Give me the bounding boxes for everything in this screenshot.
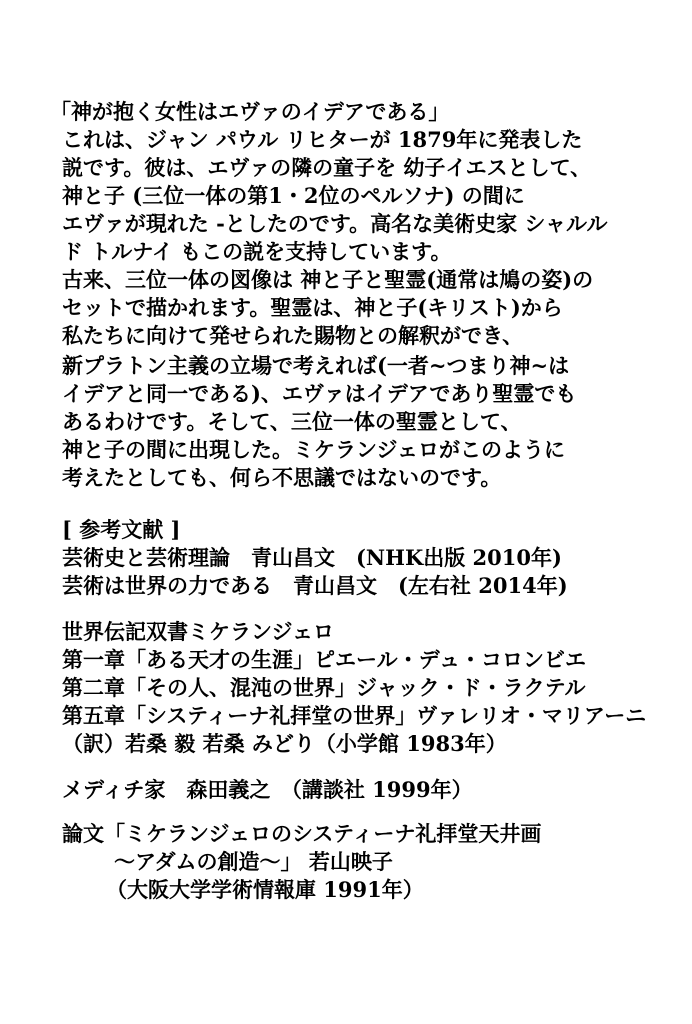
reference-line: 〜アダムの創造〜」 若山映子: [114, 849, 393, 874]
reference-line: メディチ家 森田義之 （講談社 1999年）: [62, 777, 473, 802]
body-line: 説です。彼は、エヴァの隣の童子を 幼子イエスとして、: [62, 155, 592, 180]
body-line: あるわけです。そして、三位一体の聖霊として、: [62, 409, 522, 434]
body-line: 考えたとしても、何ら不思議ではないのです。: [62, 465, 502, 490]
body-line: これは、ジャン パウル リヒターが 1879年に発表した: [62, 127, 583, 152]
quote-title: 「神が抱く女性はエヴァのイデアである」: [50, 99, 450, 124]
body-line: ド トルナイ もこの説を支持しています。: [62, 239, 452, 264]
reference-line: 第五章「システィーナ礼拝堂の世界」ヴァレリオ・マリアーニ: [62, 703, 647, 728]
body-line: 神と子 (三位一体の第1・2位のペルソナ) の間に: [62, 183, 525, 208]
reference-line: （大阪大学学術情報庫 1991年）: [106, 877, 424, 902]
reference-line: 論文「ミケランジェロのシスティーナ礼拝堂天井画: [62, 821, 542, 846]
body-line: イデアと同一である)、エヴァはイデアであり聖霊でも: [62, 381, 577, 406]
body-line: 新プラトン主義の立場で考えれば(一者~つまり神~は: [62, 353, 570, 378]
reference-line: 芸術は世界の力である 青山昌文 (左右社 2014年): [62, 573, 568, 598]
body-line: セットで描かれます。聖霊は、神と子(キリスト)から: [62, 295, 563, 320]
reference-line: 第二章「その人、混沌の世界」ジャック・ド・ラクテル: [62, 675, 586, 700]
references-heading: [ 参考文献 ]: [62, 517, 181, 542]
reference-line: （訳）若桑 毅 若桑 みどり（小学館 1983年）: [62, 731, 507, 756]
body-line: エヴァが現れた -としたのです。高名な美術史家 シャルル: [62, 211, 608, 236]
body-line: 私たちに向けて発せられた賜物との解釈ができ、: [62, 323, 524, 348]
body-line: 古来、三位一体の図像は 神と子と聖霊(通常は鳩の姿)の: [62, 267, 594, 292]
body-line: 神と子の間に出現した。ミケランジェロがこのように: [62, 437, 566, 462]
reference-line: 世界伝記双書ミケランジェロ: [62, 619, 335, 644]
reference-line: 第一章「ある天才の生涯」ピエール・デュ・コロンビエ: [62, 647, 586, 672]
reference-line: 芸術史と芸術理論 青山昌文 (NHK出版 2010年): [62, 545, 562, 570]
